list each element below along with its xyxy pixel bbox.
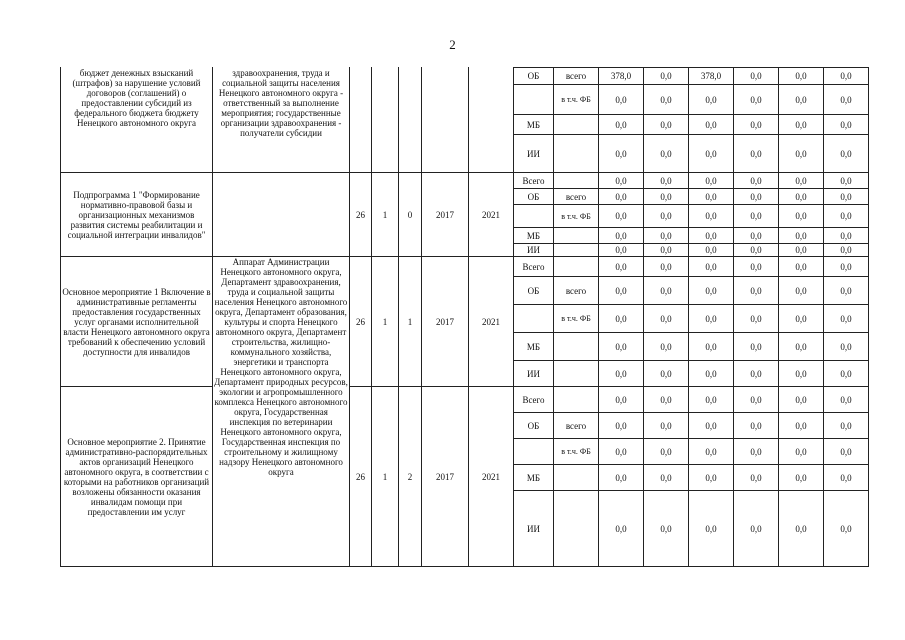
amount-value: 0,0 [824, 173, 869, 189]
funding-source: ОБ [514, 413, 554, 439]
amount-value: 0,0 [644, 465, 689, 491]
amount-value: 0,0 [824, 205, 869, 228]
page-number: 2 [449, 37, 456, 52]
amount-value: 0,0 [734, 189, 779, 205]
funding-subtype [554, 85, 599, 115]
funding-subtype [554, 413, 599, 439]
amount-value: 0,0 [734, 361, 779, 387]
amount-value: 0,0 [824, 491, 869, 567]
funding-source: МБ [514, 228, 554, 244]
funding-subtype [554, 305, 599, 333]
funding-source: Всего [514, 173, 554, 189]
amount-value: 378,0 [689, 68, 734, 85]
row-name: Основное мероприятие 1 Включение в административные регламенты предоставления государственных услуг органами исполнительной власти Ненецкого автономного округа требований к обеспечению условий доступности для инвалидов [61, 257, 213, 387]
amount-value: 0,0 [734, 305, 779, 333]
shared-executor: Аппарат Администрации Ненецкого автономного округа, Департамент здравоохранения, труда и социальной защиты населения Ненецкого автономного округа, Департамент образования, культуры и спорта Ненецкого автономного округа, Департамент строительства, жилищно-коммунального хозяйства, энергетики и транспорта Ненецкого автономного округа, Департамент природных ресурсов, экологии и агропромышленного комплекса Ненецкого автономного округа, Государственная инспекция по ветеринарии Ненецкого автономного округа, Государственная инспекция по строительному и жилищному надзору Ненецкого автономного округа [213, 257, 350, 567]
amount-value: 0,0 [779, 115, 824, 135]
amount-value: 0,0 [599, 387, 644, 413]
amount-value: 0,0 [599, 205, 644, 228]
amount-value: 0,0 [779, 85, 824, 115]
amount-value: 0,0 [734, 173, 779, 189]
code-year-start: 2017 [422, 173, 469, 257]
funding-subtype [554, 205, 599, 228]
funding-subtype [554, 228, 599, 244]
code-activity [399, 68, 422, 173]
funding-source [514, 439, 554, 465]
amount-value: 0,0 [599, 465, 644, 491]
code-activity: 0 [399, 173, 422, 257]
row-name: Основное мероприятие 2. Принятие административно-распорядительных актов организаций Ненецкого автономного округа, в соответствии с которыми на работников организаций возложены обязанности оказания инвалидам помощи при предоставлении им услуг [61, 387, 213, 567]
amount-value: 0,0 [779, 413, 824, 439]
amount-value: 0,0 [599, 333, 644, 361]
amount-value: 0,0 [644, 135, 689, 173]
amount-value: 0,0 [824, 135, 869, 173]
amount-value: 0,0 [689, 135, 734, 173]
amount-value: 0,0 [644, 257, 689, 277]
amount-value: 0,0 [824, 333, 869, 361]
amount-value: 0,0 [779, 439, 824, 465]
amount-value: 0,0 [644, 85, 689, 115]
funding-subtype [554, 173, 599, 189]
amount-value: 0,0 [779, 333, 824, 361]
amount-value: 0,0 [599, 173, 644, 189]
funding-subtype [554, 361, 599, 387]
funding-source: ОБ [514, 68, 554, 85]
code-year-end: 2021 [469, 387, 514, 567]
amount-value: 0,0 [824, 305, 869, 333]
amount-value: 0,0 [824, 68, 869, 85]
amount-value: 0,0 [689, 387, 734, 413]
table-row [61, 68, 869, 85]
amount-value: 0,0 [779, 228, 824, 244]
funding-subtype [554, 465, 599, 491]
amount-value: 0,0 [599, 135, 644, 173]
amount-value: 0,0 [824, 244, 869, 257]
funding-source: ОБ [514, 189, 554, 205]
code-year-end [469, 68, 514, 173]
amount-value: 0,0 [779, 361, 824, 387]
amount-value: 0,0 [689, 205, 734, 228]
amount-value: 0,0 [689, 257, 734, 277]
amount-value: 0,0 [599, 439, 644, 465]
amount-value: 0,0 [644, 244, 689, 257]
amount-value: 0,0 [779, 465, 824, 491]
amount-value: 0,0 [824, 413, 869, 439]
amount-value: 0,0 [779, 305, 824, 333]
code-ministry: 26 [350, 257, 372, 387]
amount-value: 0,0 [599, 85, 644, 115]
funding-source: ИИ [514, 244, 554, 257]
program-table [60, 67, 869, 567]
amount-value: 0,0 [779, 173, 824, 189]
amount-value: 0,0 [824, 439, 869, 465]
amount-value: 0,0 [644, 189, 689, 205]
table-row [61, 257, 869, 277]
amount-value: 0,0 [689, 333, 734, 361]
amount-value: 0,0 [644, 387, 689, 413]
amount-value: 0,0 [644, 68, 689, 85]
amount-value: 0,0 [689, 413, 734, 439]
amount-value: 0,0 [599, 115, 644, 135]
amount-value: 0,0 [644, 115, 689, 135]
code-year-start: 2017 [422, 257, 469, 387]
funding-source: МБ [514, 115, 554, 135]
amount-value: 0,0 [824, 85, 869, 115]
funding-subtype-label: всего [565, 191, 587, 202]
code-ministry: 26 [350, 173, 372, 257]
amount-value: 0,0 [779, 68, 824, 85]
row-executor: здравоохранения, труда и социальной защиты населения Ненецкого автономного округа - ответственный за выполнение мероприятия; государственные организации здравоохранения - получатели субсидии [213, 68, 350, 173]
amount-value: 0,0 [689, 305, 734, 333]
funding-subtype [554, 277, 599, 305]
amount-value: 0,0 [644, 333, 689, 361]
amount-value: 0,0 [779, 257, 824, 277]
row-name: бюджет денежных взысканий (штрафов) за нарушение условий договоров (соглашений) о предоставлении субсидий из федерального бюджета бюджету Ненецкого автономного округа [61, 68, 213, 173]
amount-value: 0,0 [689, 244, 734, 257]
amount-value: 0,0 [779, 244, 824, 257]
code-activity: 2 [399, 387, 422, 567]
amount-value: 0,0 [734, 491, 779, 567]
funding-subtype-label: в т.ч. ФБ [561, 447, 591, 456]
amount-value: 0,0 [599, 189, 644, 205]
funding-source [514, 305, 554, 333]
amount-value: 0,0 [824, 387, 869, 413]
amount-value: 0,0 [599, 244, 644, 257]
funding-source: ИИ [514, 361, 554, 387]
code-subprogram: 1 [372, 387, 399, 567]
amount-value: 0,0 [689, 439, 734, 465]
amount-value: 0,0 [644, 491, 689, 567]
funding-subtype-label: в т.ч. ФБ [561, 95, 591, 104]
funding-subtype [554, 115, 599, 135]
amount-value: 0,0 [824, 257, 869, 277]
amount-value: 0,0 [734, 85, 779, 115]
amount-value: 0,0 [599, 257, 644, 277]
amount-value: 0,0 [824, 277, 869, 305]
amount-value: 0,0 [734, 277, 779, 305]
amount-value: 0,0 [734, 257, 779, 277]
amount-value: 378,0 [599, 68, 644, 85]
amount-value: 0,0 [689, 85, 734, 115]
amount-value: 0,0 [689, 115, 734, 135]
amount-value: 0,0 [779, 387, 824, 413]
amount-value: 0,0 [689, 361, 734, 387]
amount-value: 0,0 [689, 228, 734, 244]
amount-value: 0,0 [734, 228, 779, 244]
amount-value: 0,0 [599, 305, 644, 333]
amount-value: 0,0 [734, 135, 779, 173]
funding-subtype-label: всего [565, 420, 587, 431]
amount-value: 0,0 [644, 205, 689, 228]
funding-source: ИИ [514, 491, 554, 567]
code-subprogram: 1 [372, 257, 399, 387]
code-subprogram [372, 68, 399, 173]
funding-subtype [554, 439, 599, 465]
amount-value: 0,0 [599, 413, 644, 439]
amount-value: 0,0 [689, 189, 734, 205]
amount-value: 0,0 [779, 189, 824, 205]
table-row [61, 387, 869, 413]
code-ministry: 26 [350, 387, 372, 567]
amount-value: 0,0 [734, 205, 779, 228]
table-row [61, 173, 869, 189]
amount-value: 0,0 [824, 189, 869, 205]
amount-value: 0,0 [824, 465, 869, 491]
funding-subtype [554, 333, 599, 361]
funding-subtype [554, 135, 599, 173]
funding-source [514, 85, 554, 115]
amount-value: 0,0 [644, 439, 689, 465]
amount-value: 0,0 [734, 115, 779, 135]
amount-value: 0,0 [689, 465, 734, 491]
funding-source: ИИ [514, 135, 554, 173]
amount-value: 0,0 [644, 277, 689, 305]
amount-value: 0,0 [599, 277, 644, 305]
funding-subtype [554, 244, 599, 257]
amount-value: 0,0 [644, 228, 689, 244]
funding-subtype [554, 189, 599, 205]
amount-value: 0,0 [734, 333, 779, 361]
code-year-start [422, 68, 469, 173]
funding-subtype-label: в т.ч. ФБ [561, 314, 591, 323]
amount-value: 0,0 [644, 413, 689, 439]
amount-value: 0,0 [599, 491, 644, 567]
amount-value: 0,0 [689, 173, 734, 189]
code-ministry [350, 68, 372, 173]
amount-value: 0,0 [779, 135, 824, 173]
amount-value: 0,0 [599, 228, 644, 244]
amount-value: 0,0 [824, 115, 869, 135]
amount-value: 0,0 [824, 228, 869, 244]
amount-value: 0,0 [734, 387, 779, 413]
amount-value: 0,0 [734, 413, 779, 439]
funding-subtype-label: всего [565, 285, 587, 296]
funding-subtype-label: в т.ч. ФБ [561, 211, 591, 221]
code-year-end: 2021 [469, 173, 514, 257]
code-activity: 1 [399, 257, 422, 387]
code-year-end: 2021 [469, 257, 514, 387]
amount-value: 0,0 [644, 173, 689, 189]
row-name: Подпрограмма 1 "Формирование нормативно-правовой базы и организационных механизмов развития системы реабилитации и социальной интеграции инвалидов" [61, 173, 213, 257]
funding-source: ОБ [514, 277, 554, 305]
funding-subtype [554, 387, 599, 413]
funding-subtype-label: всего [565, 71, 587, 81]
amount-value: 0,0 [599, 361, 644, 387]
amount-value: 0,0 [734, 244, 779, 257]
funding-source: Всего [514, 387, 554, 413]
funding-source: МБ [514, 465, 554, 491]
funding-source [514, 205, 554, 228]
amount-value: 0,0 [734, 465, 779, 491]
amount-value: 0,0 [644, 305, 689, 333]
amount-value: 0,0 [689, 277, 734, 305]
code-year-start: 2017 [422, 387, 469, 567]
amount-value: 0,0 [779, 205, 824, 228]
funding-subtype [554, 257, 599, 277]
amount-value: 0,0 [779, 491, 824, 567]
amount-value: 0,0 [824, 361, 869, 387]
funding-source: Всего [514, 257, 554, 277]
code-subprogram: 1 [372, 173, 399, 257]
funding-source: МБ [514, 333, 554, 361]
funding-subtype [554, 491, 599, 567]
amount-value: 0,0 [734, 439, 779, 465]
amount-value: 0,0 [779, 277, 824, 305]
amount-value: 0,0 [689, 491, 734, 567]
row-executor [213, 173, 350, 257]
amount-value: 0,0 [644, 361, 689, 387]
amount-value: 0,0 [734, 68, 779, 85]
funding-subtype [554, 68, 599, 85]
